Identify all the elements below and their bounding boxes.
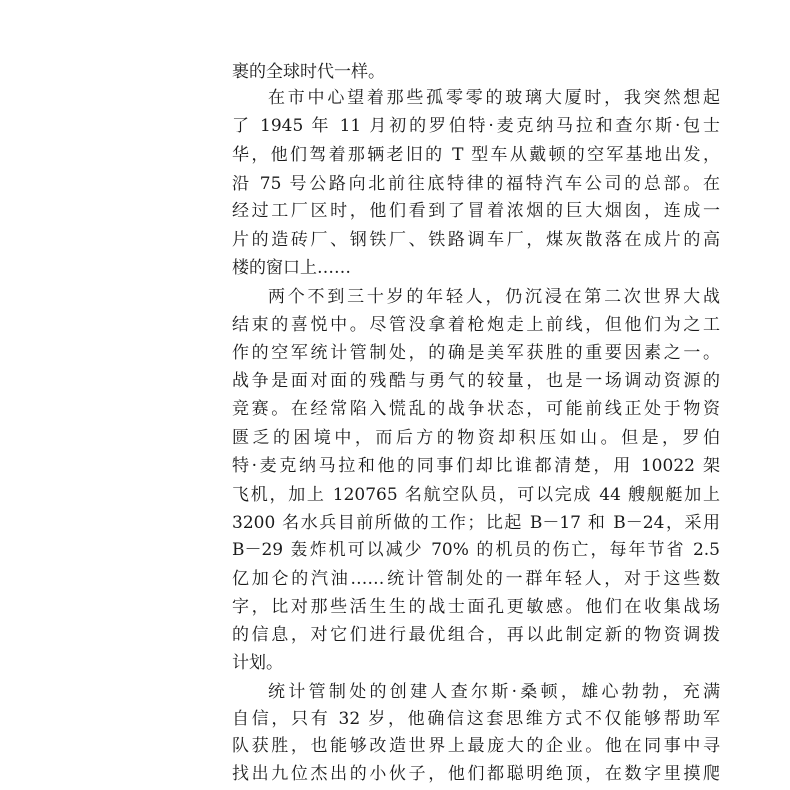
text-line: 华，他们驾着那辆老旧的 T 型车从戴顿的空军基地出发， — [232, 145, 720, 165]
text-line: 计划。 — [232, 653, 283, 673]
text-line: 字，比对那些活生生的战士面孔更敏感。他们在收集战场 — [232, 597, 720, 617]
text-line: 片的造砖厂、钢铁厂、铁路调车厂，煤灰散落在成片的高 — [232, 230, 720, 250]
text-line: 特·麦克纳马拉和他的同事们却比谁都清楚，用 10022 架 — [232, 456, 720, 476]
text-line: 匮乏的困境中，而后方的物资却积压如山。但是，罗伯 — [232, 428, 720, 448]
text-line: 自信，只有 32 岁，他确信这套思维方式不仅能够帮助军 — [232, 709, 720, 729]
text-line: 找出九位杰出的小伙子，他们都聪明绝顶，在数字里摸爬 — [232, 764, 720, 784]
text-line: 飞机，加上 120765 名航空队员，可以完成 44 艘舰艇加上 — [232, 485, 720, 505]
text-line: 了 1945 年 11 月初的罗伯特·麦克纳马拉和查尔斯·包士 — [232, 116, 720, 136]
text-line: 竞赛。在经常陷入慌乱的战争状态，可能前线正处于物资 — [232, 399, 720, 419]
text-line: 亿加仑的汽油……统计管制处的一群年轻人，对于这些数 — [232, 569, 720, 589]
text-line: B－29 轰炸机可以减少 70% 的机员的伤亡，每年节省 2.5 — [232, 540, 720, 560]
text-line: 经过工厂区时，他们看到了冒着浓烟的巨大烟囱，连成一 — [232, 201, 720, 221]
text-line: 楼的窗口上…… — [232, 258, 351, 278]
text-line: 战争是面对面的残酷与勇气的较量，也是一场调动资源的 — [232, 371, 720, 391]
text-line: 在市中心望着那些孤零零的玻璃大厦时，我突然想起 — [268, 88, 720, 108]
text-line: 3200 名水兵目前所做的工作；比起 B－17 和 B－24，采用 — [232, 513, 720, 533]
text-line: 作的空军统计管制处，的确是美军获胜的重要因素之一。 — [232, 343, 720, 363]
text-line: 裹的全球时代一样。 — [232, 62, 385, 82]
text-line: 沿 75 号公路向北前往底特律的福特汽车公司的总部。在 — [232, 174, 720, 194]
text-line: 队获胜，也能够改造世界上最庞大的企业。他在同事中寻 — [232, 736, 720, 756]
text-line: 统计管制处的创建人查尔斯·桑顿，雄心勃勃，充满 — [268, 682, 720, 702]
text-line: 结束的喜悦中。尽管没拿着枪炮走上前线，但他们为之工 — [232, 315, 720, 335]
text-line: 两个不到三十岁的年轻人，仍沉浸在第二次世界大战 — [268, 287, 720, 307]
text-line: 的信息，对它们进行最优组合，再以此制定新的物资调拨 — [232, 625, 720, 645]
